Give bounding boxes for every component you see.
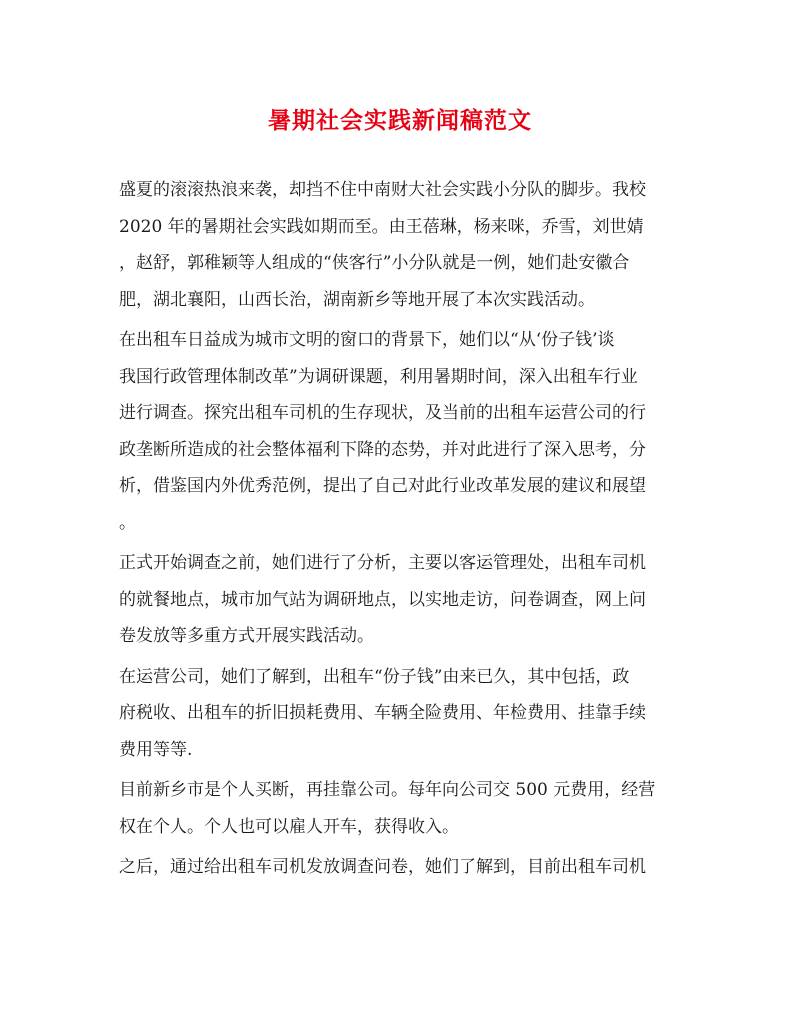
- paragraph-line: 进行调查。探究出租车司机的生存现状，及当前的出租车运营公司的行: [119, 403, 646, 423]
- paragraph-line: 我国行政管理体制改革”为调研课题，利用暑期时间，深入出租车行业: [119, 366, 638, 387]
- paragraph-line: 肥，湖北襄阳，山西长治，湖南新乡等地开展了本次实践活动。: [119, 289, 595, 310]
- paragraph-line: 费用等等.: [119, 739, 193, 760]
- paragraph-line: 目前新乡市是个人买断，再挂靠公司。每年向公司交 500 元费用，经营: [119, 780, 656, 800]
- paragraph-line: 之后，通过给出租车司机发放调查问卷，她们了解到，目前出租车司机: [119, 857, 646, 877]
- paragraph-line: 权在个人。个人也可以雇人开车，获得收入。: [119, 816, 459, 837]
- document-title: 暑期社会实践新闻稿范文: [268, 107, 532, 134]
- paragraph-line: 府税收、出租车的折旧损耗费用、车辆全险费用、年检费用、挂靠手续: [119, 703, 646, 723]
- paragraph-line: 盛夏的滚滚热浪来袭，却挡不住中南财大社会实践小分队的脚步。我校: [119, 180, 646, 200]
- paragraph-line: 正式开始调查之前，她们进行了分析，主要以客运管理处，出租车司机: [119, 553, 646, 573]
- paragraph-line: 的就餐地点，城市加气站为调研地点，以实地走访，问卷调查，网上问: [119, 589, 646, 610]
- document-body: [119, 172, 687, 886]
- paragraph-line: 在出租车日益成为城市文明的窗口的背景下，她们以“从‘份子钱’谈: [119, 330, 615, 350]
- paragraph-line: 2020 年的暑期社会实践如期而至。由王蓓琳，杨来咪，乔雪，刘世婧: [119, 216, 644, 237]
- paragraph-line: 政垄断所造成的社会整体福利下降的态势，并对此进行了深入思考，分: [119, 439, 646, 460]
- paragraph-line: 在运营公司，她们了解到，出租车“份子钱”由来已久，其中包括，政: [119, 666, 630, 687]
- paragraph-line: 。: [119, 512, 136, 533]
- paragraph-line: 析，借鉴国内外优秀范例，提出了自己对此行业改革发展的建议和展望: [119, 476, 646, 496]
- paragraph-line: 卷发放等多重方式开展实践活动。: [119, 626, 374, 646]
- paragraph-line: ，赵舒，郭稚颖等人组成的“侠客行”小分队就是一例，她们赴安徽合: [119, 253, 630, 273]
